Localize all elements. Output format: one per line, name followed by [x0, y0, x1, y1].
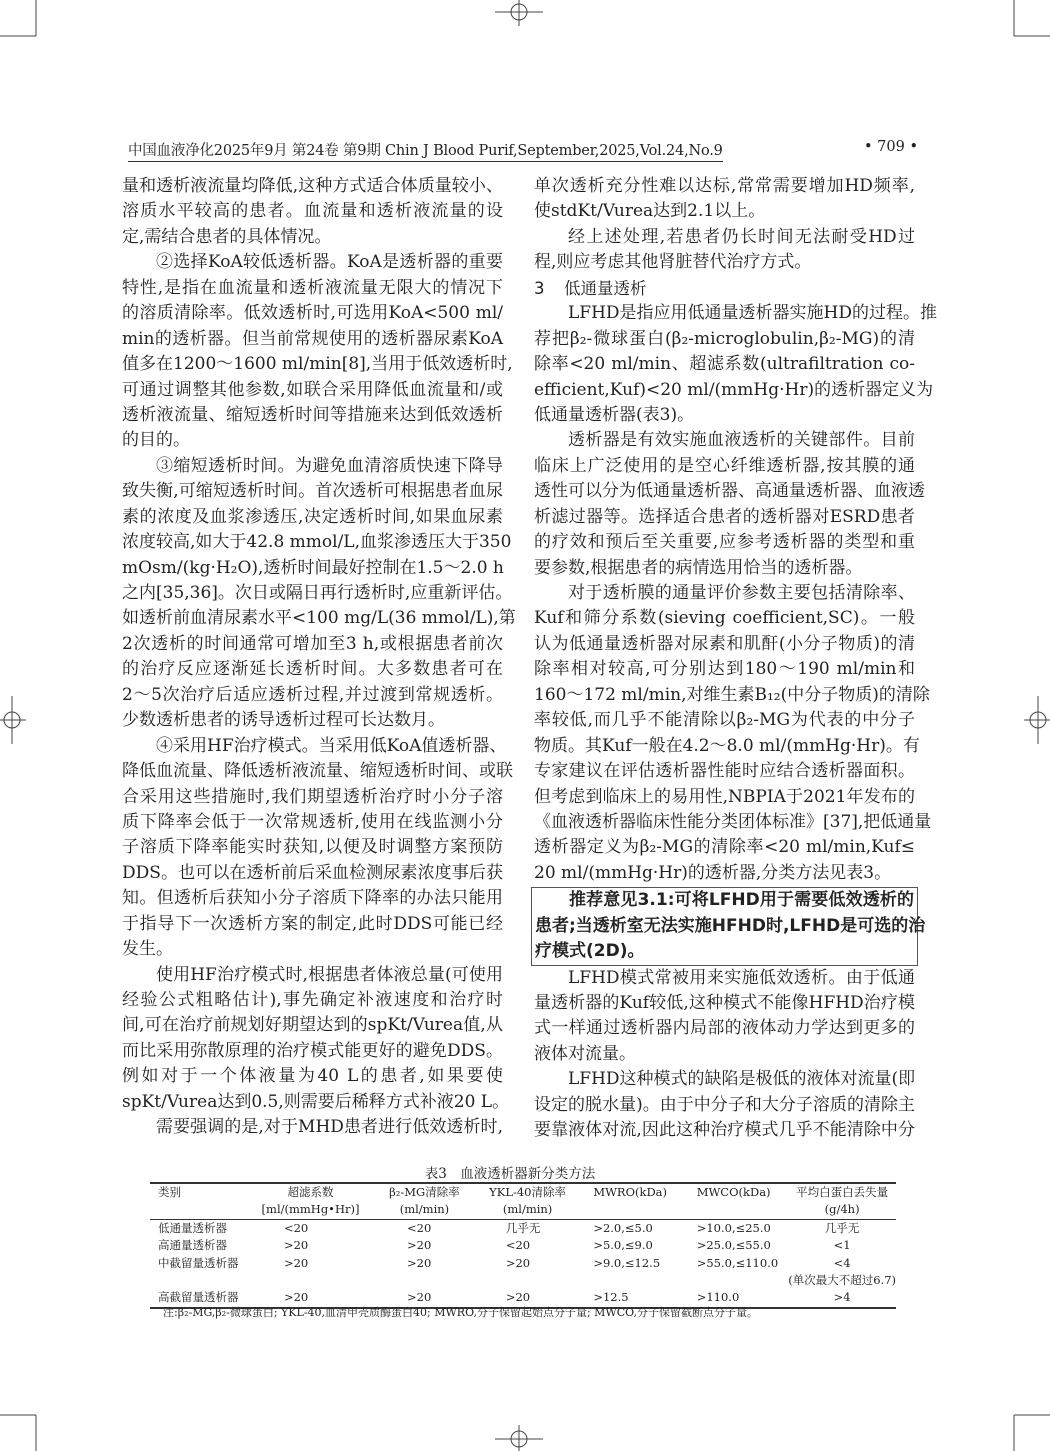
- table-cell: <4: [833, 1255, 851, 1270]
- table-cell: [150, 1272, 248, 1289]
- text-line: 的溶质清除率。低效透析时,可选用KoA<500 ml/: [122, 303, 503, 324]
- section-title: 低通量透析: [564, 278, 647, 298]
- text-line: 20 ml/(mmHg·Hr)的透析器,分类方法见表3。: [534, 862, 892, 883]
- dialyzer-classification-table: [150, 1182, 896, 1309]
- page-number: • 709 •: [864, 139, 918, 155]
- text-line: 认为低通量透析器对尿素和肌酐(小分子物质)的清: [534, 633, 915, 654]
- text-line: 知。但透析后获知小分子溶质下降率的办法只能用: [122, 888, 503, 909]
- text-line: LFHD是指应用低通量透析器实施HD的过程。推: [568, 303, 937, 324]
- paragraph: [122, 1115, 503, 1140]
- table-header-units-row: [150, 1201, 896, 1219]
- paragraph: [534, 301, 937, 428]
- text-line: 式一样通过透析器内局部的液体动力学达到更多的: [534, 1018, 915, 1039]
- text-line: 但考虑到临床上的易用性,NBPIA于2021年发布的: [534, 786, 915, 807]
- text-line: ②选择KoA较低透析器。KoA是透析器的重要: [156, 252, 503, 273]
- column-unit: (ml/min): [373, 1201, 476, 1219]
- recommendation-line: 患者;当透析室无法实施HFHD时,LFHD是可选的治: [535, 915, 926, 936]
- recommendation-line: 推荐意见3.1:可将LFHD用于需要低效透析的: [569, 890, 914, 911]
- text-line: 的目的。: [122, 430, 190, 451]
- text-line: 例如对于一个体液量为40 L的患者,如果要使: [122, 1066, 503, 1087]
- table-cell: >20: [407, 1290, 432, 1305]
- journal-citation: 中国血液净化2025年9月 第24卷 第9期 Chin J Blood Purif,September,2025,Vol.24,No.9: [128, 139, 723, 162]
- table-cell: [248, 1272, 373, 1289]
- column-header: 平均白蛋白丢失量: [796, 1185, 889, 1199]
- text-line: 液体对流量。: [534, 1043, 636, 1064]
- text-line: LFHD模式常被用来实施低效透析。由于低通: [568, 967, 915, 988]
- text-line: 160～172 ml/min,对维生素B₁₂(中分子物质)的清除: [534, 684, 930, 705]
- table-cell: 高通量透析器: [158, 1238, 227, 1253]
- text-line: 量透析器的Kuf较低,这种模式不能像HFHD治疗模: [534, 993, 915, 1013]
- text-line: spKt/Vurea达到0.5,则需要后稀释方式补液20 L。: [122, 1091, 510, 1112]
- text-line: 荐把β₂-微球蛋白(β₂-microglobulin,β₂-MG)的清: [534, 328, 915, 349]
- table-cell: >2.0,≤5.0: [593, 1220, 653, 1235]
- left-column: [122, 174, 516, 1141]
- table-row: [150, 1272, 896, 1289]
- column-unit: (g/4h): [788, 1201, 896, 1219]
- table-cell: >12.5: [593, 1290, 629, 1305]
- text-line: 质下降率会低于一次常规透析,使用在线监测小分: [122, 811, 503, 832]
- text-line: 2～5次治疗后适应透析过程,并过渡到常规透析。: [122, 684, 503, 705]
- table-cell: 几乎无: [505, 1220, 541, 1235]
- paragraph: [534, 225, 915, 276]
- table-cell: >5.0,≤9.0: [593, 1238, 653, 1253]
- text-line: Kuf和筛分系数(sieving coefficient,SC)。一般: [534, 608, 915, 629]
- paragraph: [122, 734, 513, 963]
- text-line: 透析器定义为β₂-MG的清除率<20 ml/min,Kuf≤: [534, 837, 915, 858]
- text-line: 透析液流量、缩短透析时间等措施来达到低效透析: [122, 404, 503, 425]
- text-line: 致失衡,可缩短透析时间。首次透析可根据患者血尿: [122, 481, 503, 502]
- registration-mark-right: [1024, 696, 1050, 744]
- text-line: 溶质水平较高的患者。血流量和透析液流量的设: [122, 201, 503, 222]
- table-cell: [373, 1272, 476, 1289]
- text-line: 经验公式粗略估计),事先确定补液速度和治疗时: [122, 990, 503, 1010]
- paragraph: [534, 1067, 915, 1143]
- table-cell: >20: [283, 1290, 309, 1305]
- text-line: 少数透析患者的诱导透析过程可长达数月。: [122, 710, 445, 731]
- running-header: [128, 139, 918, 161]
- table-title-text: 表3 血液透析器新分类方法: [424, 1166, 596, 1182]
- table-title: [0, 1162, 1050, 1182]
- text-line: 低通量透析器(表3)。: [534, 404, 695, 425]
- table-cell: >20: [407, 1255, 432, 1270]
- section-heading: [534, 276, 915, 301]
- paragraph: [534, 428, 925, 581]
- text-line: 使用HF治疗模式时,根据患者体液总量(可使用: [156, 964, 503, 985]
- table-cell: 高截留量透析器: [158, 1290, 239, 1305]
- registration-mark-top: [495, 0, 543, 26]
- table-row: [150, 1237, 896, 1254]
- text-line: 设定的脱水量)。由于中分子和大分子溶质的清除主: [534, 1094, 915, 1115]
- text-line: 而比采用弥散原理的治疗模式能更好的避免DDS。: [122, 1040, 503, 1061]
- recommendation-box: [531, 887, 926, 965]
- table-cell: >25.0,≤55.0: [696, 1238, 771, 1253]
- paragraph: [122, 454, 516, 734]
- text-line: min的透析器。但当前常规使用的透析器尿素KoA: [122, 328, 503, 349]
- column-header: β₂-MG清除率: [389, 1185, 460, 1199]
- text-line: mOsm/(kg·H₂O),透析时间最好控制在1.5～2.0 h: [122, 557, 504, 578]
- text-line: 要靠液体对流,因此这种治疗模式几乎不能清除中分: [534, 1120, 915, 1141]
- text-line: 量和透析液流量均降低,这种方式适合体质量较小、: [122, 176, 503, 196]
- table-cell: <1: [833, 1238, 851, 1253]
- table-cell: >20: [407, 1238, 432, 1253]
- text-line: 单次透析充分性难以达标,常常需要增加HD频率,: [534, 176, 915, 196]
- table-cell: >20: [283, 1238, 309, 1253]
- text-line: ③缩短透析时间。为避免血清溶质快速下降导: [156, 455, 503, 476]
- recommendation-line: 疗模式(2D)。: [535, 941, 645, 962]
- column-unit: (ml/min): [476, 1201, 579, 1219]
- text-line: 的疗效和预后至关重要,应参考透析器的类型和重: [534, 532, 915, 553]
- table-cell: >10.0,≤25.0: [696, 1220, 771, 1235]
- table-row: [150, 1219, 896, 1237]
- text-line: 透析器是有效实施血液透析的关键部件。目前: [568, 430, 915, 451]
- text-line: 经上述处理,若患者仍长时间无法耐受HD过: [568, 226, 915, 247]
- text-line: 发生。: [122, 939, 173, 960]
- text-line: 浓度较高,如大于42.8 mmol/L,血浆渗透压大于350: [122, 532, 512, 553]
- table-cell: <20: [505, 1238, 531, 1253]
- text-line: 2次透析的时间通常可增加至3 h,或根据患者前次: [122, 633, 503, 654]
- paragraph: [122, 250, 513, 454]
- table-header-row: [150, 1183, 896, 1201]
- text-line: 除率相对较高,可分别达到180～190 ml/min和: [534, 659, 915, 680]
- text-line: ④采用HF治疗模式。当采用低KoA值透析器、: [156, 735, 507, 756]
- table-cell: 低通量透析器: [158, 1220, 227, 1235]
- text-line: 之内[35,36]。次日或隔日再行透析时,应重新评估。: [122, 583, 513, 603]
- text-line: 临床上广泛使用的是空心纤维透析器,按其膜的通: [534, 455, 915, 476]
- text-line: 要参数,根据患者的病情选用恰当的透析器。: [534, 557, 863, 578]
- text-line: 于指导下一次透析方案的制定,此时DDS可能已经: [122, 913, 503, 934]
- table-cell: >20: [505, 1290, 531, 1305]
- table-cell: (单次最大不超过6.7): [788, 1273, 896, 1288]
- column-header: YKL-40清除率: [489, 1185, 566, 1199]
- table-cell: <20: [407, 1220, 432, 1235]
- table-cell: 几乎无: [824, 1220, 860, 1235]
- paragraph: [122, 174, 503, 250]
- column-unit: [ml/(mmHg•Hr)]: [248, 1201, 373, 1219]
- text-line: 使stdKt/Vurea达到2.1以上。: [534, 201, 766, 222]
- text-line: 定,需结合患者的具体情况。: [122, 226, 332, 247]
- column-header: 超滤系数: [287, 1185, 334, 1199]
- text-line: 子溶质下降率能实时获知,以便及时调整方案预防: [122, 837, 503, 858]
- text-line: 透性可以分为低通量透析器、高通量透析器、血液透: [534, 481, 925, 502]
- paragraph: [122, 963, 510, 1116]
- registration-mark-left: [0, 696, 26, 744]
- table-cell: >20: [505, 1255, 531, 1270]
- table-cell: >55.0,≤110.0: [696, 1255, 779, 1270]
- text-line: 析滤过器等。选择适合患者的透析器对ESRD患者: [534, 506, 915, 527]
- text-line: 《血液透析器临床性能分类团体标准》[37],把低通量: [534, 811, 932, 832]
- text-line: 特性,是指在血流量和透析液流量无限大的情况下: [122, 277, 503, 298]
- text-line: 专家建议在评估透析器性能时应结合透析器面积。: [534, 761, 915, 782]
- column-header: MWRO(kDa): [593, 1185, 668, 1199]
- text-line: 如透析前血清尿素水平<100 mg/L(36 mmol/L),第: [122, 608, 516, 629]
- text-line: 的治疗反应逐渐延长透析时间。大多数患者可在: [122, 659, 503, 680]
- text-line: 值多在1200～1600 ml/min[8],当用于低效透析时,: [122, 354, 513, 375]
- table-row: [150, 1255, 896, 1272]
- text-line: 需要强调的是,对于MHD患者进行低效透析时,: [156, 1117, 503, 1138]
- text-line: 素的浓度及血浆渗透压,决定透析时间,如果血尿素: [122, 506, 503, 527]
- column-unit: [687, 1201, 789, 1219]
- column-header: 类别: [158, 1185, 181, 1199]
- text-line: 对于透析膜的通量评价参数主要包括清除率、: [568, 583, 915, 603]
- table-cell: >9.0,≤12.5: [593, 1255, 661, 1270]
- table-cell: >20: [283, 1255, 309, 1270]
- registration-mark-bottom: [495, 1425, 543, 1451]
- table-cell: >110.0: [696, 1290, 740, 1305]
- column-unit: [579, 1201, 686, 1219]
- table-cell: [579, 1272, 686, 1289]
- right-column: [534, 174, 937, 1144]
- text-line: 降低血流量、降低透析液流量、缩短透析时间、或联: [122, 761, 513, 782]
- text-line: 物质。其Kuf一般在4.2～8.0 ml/(mmHg·Hr)。有: [534, 735, 920, 756]
- section-number: 3: [534, 278, 545, 298]
- table-cell: <20: [283, 1220, 309, 1235]
- paragraph: [534, 966, 915, 1068]
- table-cell: [687, 1272, 789, 1289]
- column-unit: [150, 1201, 248, 1219]
- paragraph: [534, 174, 915, 225]
- text-line: 可通过调整其他参数,如联合采用降低血流量和/或: [122, 379, 503, 400]
- table-cell: [476, 1272, 579, 1289]
- text-line: LFHD这种模式的缺陷是极低的液体对流量(即: [568, 1069, 916, 1090]
- text-line: 程,则应考虑其他肾脏替代治疗方式。: [534, 252, 812, 273]
- text-line: 合采用这些措施时,我们期望透析治疗时小分子溶: [122, 786, 503, 807]
- paragraph: [534, 581, 932, 886]
- column-header: MWCO(kDa): [696, 1185, 771, 1199]
- table-cell: >4: [833, 1290, 851, 1305]
- text-line: 间,可在治疗前规划好期望达到的spKt/Vurea值,从: [122, 1015, 503, 1036]
- text-line: 率较低,而几乎不能清除以β₂-MG为代表的中分子: [534, 710, 915, 731]
- text-line: DDS。也可以在透析前后采血检测尿素浓度事后获: [122, 862, 503, 883]
- text-line: 除率<20 ml/min、超滤系数(ultrafiltration co-: [534, 354, 915, 375]
- table-cell: 中截留量透析器: [158, 1255, 239, 1270]
- text-line: efficient,Kuf)<20 ml/(mmHg·Hr)的透析器定义为: [534, 379, 934, 400]
- table-note: 注:β₂-MG,β₂-微球蛋白; YKL-40,血清甲壳质酶蛋白40; MWRO,分子保留起始点分子量; MWCO,分子保留截断点分子量。: [163, 1306, 759, 1319]
